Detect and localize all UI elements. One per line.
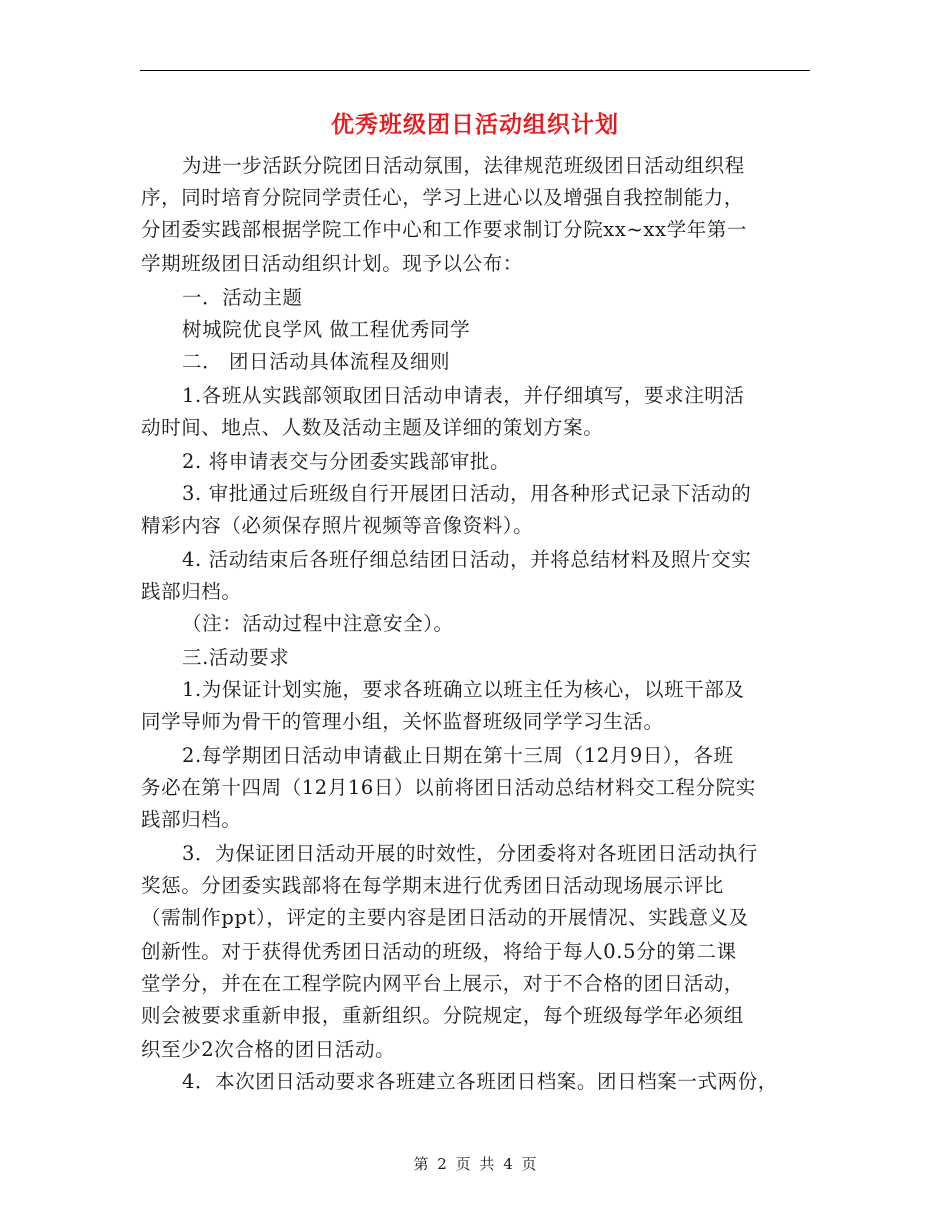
- body-line: 务必在第十四周（12月16日）以前将团日活动总结材料交工程分院实: [141, 776, 756, 799]
- body-line: 1.为保证计划实施，要求各班确立以班主任为核心，以班干部及: [182, 678, 745, 701]
- section-heading: 二． 团日活动具体流程及细则: [182, 350, 451, 373]
- body-line: 堂学分，并在在工程学院内网平台上展示，对于不合格的团日活动，: [141, 972, 745, 995]
- header-rule: [140, 70, 810, 71]
- body-line: 精彩内容（必须保存照片视频等音像资料）。: [141, 514, 534, 537]
- body-line: （注：活动过程中注意安全）。: [182, 612, 454, 635]
- body-line: 践部归档。: [141, 580, 242, 603]
- body-line: 4．本次团日活动要求各班建立各班团日档案。团日档案一式两份，: [182, 1070, 778, 1093]
- footer-total-prefix: 共: [479, 1155, 495, 1173]
- footer-total-unit: 页: [521, 1155, 537, 1173]
- body-line: 同学导师为骨干的管理小组，关怀监督班级同学学习生活。: [141, 710, 664, 733]
- body-line: 践部归档。: [141, 808, 242, 831]
- body-line: 奖惩。分团委实践部将在每学期末进行优秀团日活动现场展示评比: [141, 874, 724, 897]
- section-heading: 一．活动主题: [182, 286, 303, 309]
- body-line: 织至少2次合格的团日活动。: [141, 1038, 396, 1061]
- footer-page-current: 2: [437, 1155, 447, 1173]
- body-line: 1.各班从实践部领取团日活动申请表，并仔细填写，要求注明活: [182, 384, 745, 407]
- body-line: 4. 活动结束后各班仔细总结团日活动，并将总结材料及照片交实: [182, 548, 752, 571]
- body-line: 学期班级团日活动组织计划。现予以公布：: [141, 252, 523, 275]
- body-line: 则会被要求重新申报，重新组织。分院规定，每个班级每学年必须组: [141, 1004, 745, 1027]
- body-line: 树城院优良学风 做工程优秀同学: [182, 318, 471, 341]
- body-line: 序，同时培育分院同学责任心，学习上进心以及增强自我控制能力，: [141, 186, 745, 209]
- body-line: 3. 审批通过后班级自行开展团日活动，用各种形式记录下活动的: [182, 482, 752, 505]
- body-line: 为进一步活跃分院团日活动氛围，法律规范班级团日活动组织程: [182, 154, 745, 177]
- body-line: （需制作ppt），评定的主要内容是团日活动的开展情况、实践意义及: [141, 906, 749, 929]
- footer-page-unit: 页: [455, 1155, 471, 1173]
- body-line: 2. 将申请表交与分团委实践部审批。: [182, 450, 511, 473]
- footer-page-total: 4: [503, 1155, 513, 1173]
- body-line: 动时间、地点、人数及活动主题及详细的策划方案。: [141, 416, 604, 439]
- footer-page-prefix: 第: [413, 1155, 429, 1173]
- page-footer: [0, 1152, 950, 1176]
- body-line: 创新性。对于获得优秀团日活动的班级，将给于每人0.5分的第二课: [141, 940, 737, 963]
- body-line: 2.每学期团日活动申请截止日期在第十三周（12月9日），各班: [182, 744, 734, 767]
- section-heading: 三.活动要求: [182, 646, 290, 669]
- body-line: 3．为保证团日活动开展的时效性，分团委将对各班团日活动执行: [182, 842, 758, 865]
- body-line: 分团委实践部根据学院工作中心和工作要求制订分院xx~xx学年第一: [141, 218, 748, 241]
- document-title: 优秀班级团日活动组织计划: [331, 111, 619, 138]
